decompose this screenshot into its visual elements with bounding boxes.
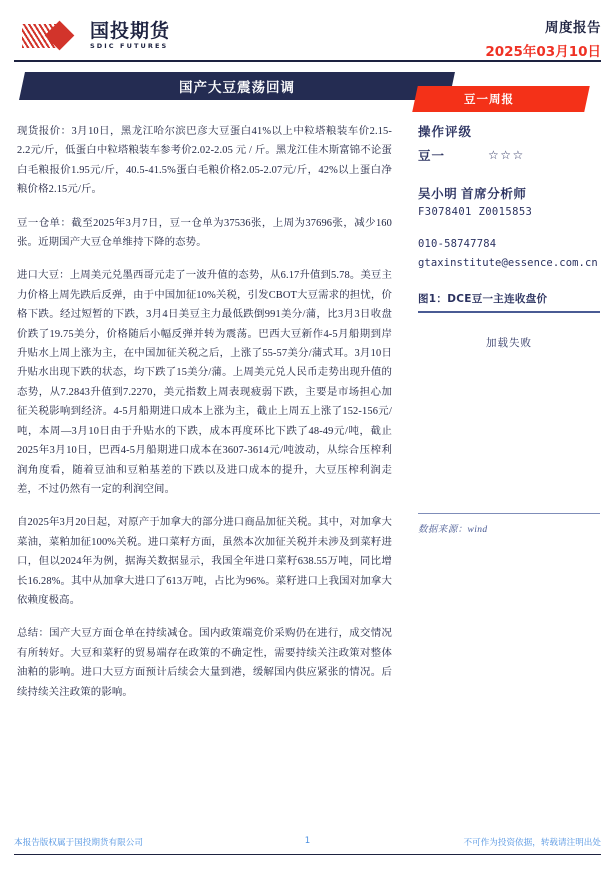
paragraph-warrants: 豆一仓单：截至2025年3月7日，豆一仓单为37536张，上周为37696张，减少160张。近期国产大豆仓单维持下降的态势。 xyxy=(17,217,392,249)
footer-copyright: 本报告版权属于国投期货有限公司 xyxy=(14,838,143,848)
analyst-name: 吴小明 首席分析师 xyxy=(418,187,527,201)
company-logo xyxy=(22,18,170,54)
chart-load-failed-message: 加载失败 xyxy=(486,337,532,349)
footer-disclaimer: 不可作为投资依据，转载请注明出处 xyxy=(463,838,601,848)
rating-row xyxy=(418,146,600,164)
analyst-license-code: F3078401 Z0015853 xyxy=(418,206,533,218)
paragraph-imported-soybean: 进口大豆：上周美元兑墨西哥元走了一波升值的态势，从6.17升值到5.78。美豆主力价格上周先跌后反弹，由于中国加征10%关税，引发CBOT大豆需求的担忧，价格下跌。经过短暂的下跌，3月4日美豆主力最低跌倒991美分/蒲，比3月3日收盘价跌了19.75美分，价格随后小幅反弹并转为震荡。巴西大豆新作4-5月船期到岸升贴水上周上涨为主，在中国加征关税之后，上涨了55-57美分/蒲式耳。3月10日升贴水出现下跌的状态，均下跌了15美分/蒲。上周美元兑人民币走势出现升值的态势，从7.2843升值到7.2270，美元指数上周表现疲弱下跌，主要是市场担心加征关税影响到经济。4-5月船期进口成本上涨为主，截止上周五上涨了152-156元/吨，本周—3月10日由于升贴水的下跌，成本再度环比下跌了48-49元/吨，截止2025年3月10日，巴西4-5月船期进口成本在3607-3614元/吨波动，从综合压榨利润角度看，随着豆油和豆粕基差的下跌以及进口成本的提升，大豆压榨利润走差，不过仍然有一定的利润空间。 xyxy=(17,270,392,495)
operation-rating-heading: 操作评级 xyxy=(418,125,473,139)
footer-page-number: 1 xyxy=(304,836,311,846)
report-series-tag: 豆一周报 xyxy=(464,92,514,106)
header-divider xyxy=(14,60,601,62)
figure-bottom-divider xyxy=(418,513,600,514)
main-text-column xyxy=(17,122,392,702)
logo-company-name-en: SDIC FUTURES xyxy=(90,42,169,51)
footer-divider xyxy=(14,854,601,855)
contact-phone: 010-58747784 xyxy=(418,238,497,250)
rating-product-name: 豆一 xyxy=(418,149,446,163)
page-header xyxy=(0,0,615,60)
report-type-label: 周度报告 xyxy=(545,20,601,36)
figure-caption: 图1：DCE豆一主连收盘价 xyxy=(418,293,548,305)
rating-stars-icon: ☆☆☆ xyxy=(488,147,525,162)
report-date-label: 2025年03月10日 xyxy=(485,44,601,60)
figure-data-source: 数据来源：wind xyxy=(418,524,488,535)
paragraph-canada-tariff: 自2025年3月20日起，对原产于加拿大的部分进口商品加征关税。其中，对加拿大菜油，菜粕加征100%关税。进口菜籽方面，虽然本次加征关税并未涉及到菜籽进口，但以2024年为例，据海关数据显示，我国全年进口菜籽638.55万吨，同比增长16.28%。其中从加拿大进口了613万吨，占比为96%。菜籽进口上我国对加拿大依赖度极高。 xyxy=(17,517,392,606)
page-body xyxy=(0,122,615,802)
page-footer xyxy=(0,830,615,870)
figure-chart-area xyxy=(418,313,600,513)
logo-text xyxy=(90,22,170,50)
report-title: 国产大豆震荡回调 xyxy=(179,80,295,96)
title-banner xyxy=(0,70,615,112)
sidebar-panel xyxy=(418,122,600,535)
paragraph-spot-price: 现货报价：3月10日，黑龙江哈尔滨巴彦大豆蛋白41%以上中粒塔粮装车价2.15-2.2元/斤，低蛋白中粒塔粮装车参考价2.02-2.05 元 / 斤。黑龙江佳木斯富锦不论蛋白毛粮报价1.95元/斤，40.5-41.5%蛋白毛粮价格2.05-2.07元/斤，42%以上蛋白净粮价格2.15元/斤。 xyxy=(17,126,392,196)
logo-company-name-cn: 国投期货 xyxy=(90,20,171,43)
paragraph-summary: 总结：国产大豆方面仓单在持续减仓。国内政策端竞价采购仍在进行，成交情况有所转好。大豆和菜籽的贸易端存在政策的不确定性，需要持续关注政策对整体油粕的影响。进口大豆方面预计后续会大量到港，缓解国内供应紧张的情况。后续持续关注政策的影响。 xyxy=(17,628,392,698)
header-meta xyxy=(485,16,601,60)
contact-email: gtaxinstitute@essence.com.cn xyxy=(418,257,598,269)
logo-mark-icon xyxy=(22,21,84,51)
